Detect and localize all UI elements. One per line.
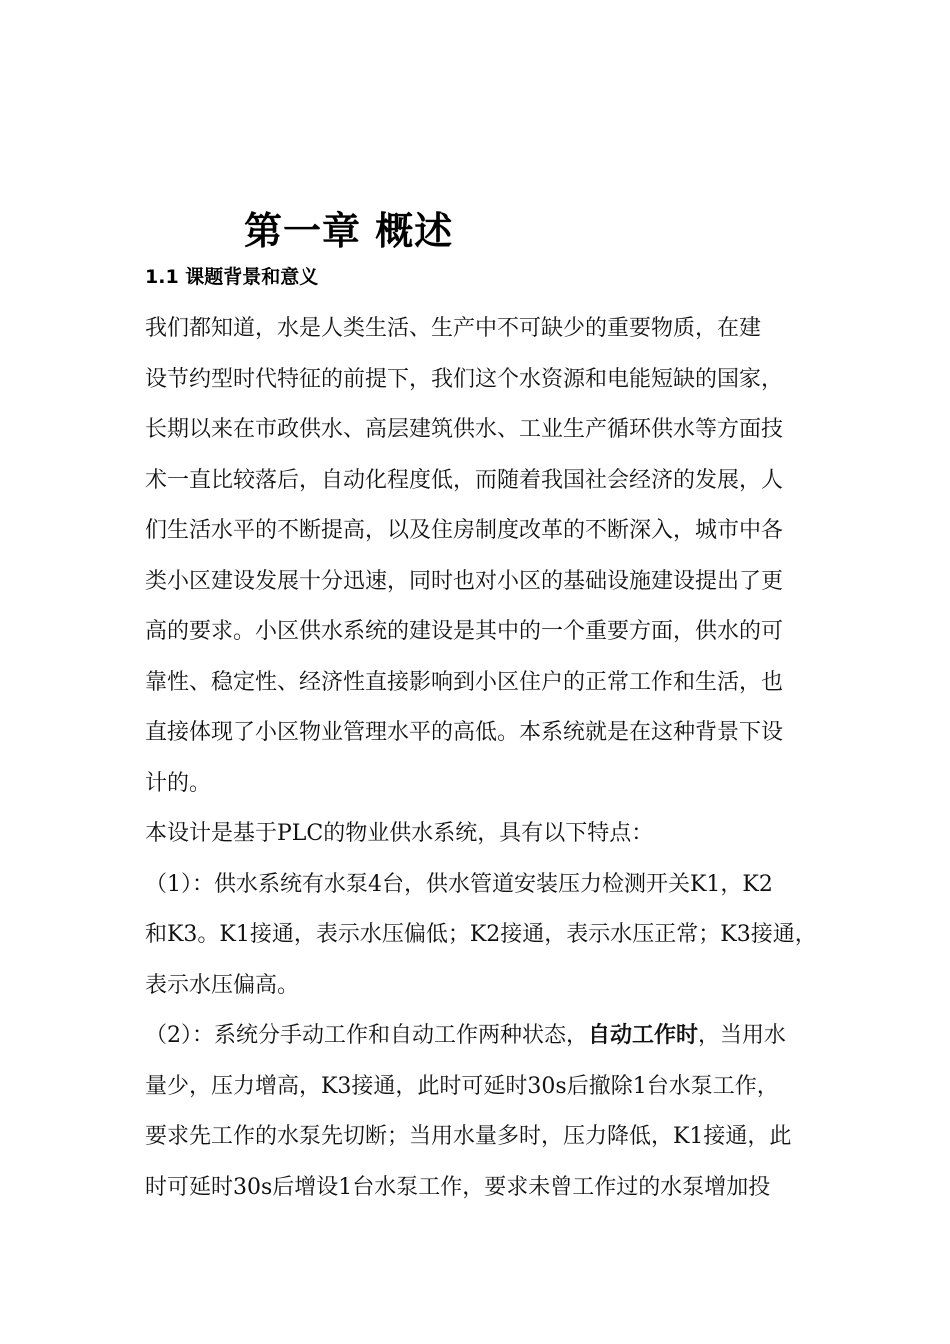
- text-line: 类小区建设发展十分迅速，同时也对小区的基础设施建设提出了更: [145, 568, 784, 594]
- text-line: 量少，压力增高，K3接通，此时可延时30s后撤除1台水泵工作，: [145, 1073, 779, 1099]
- text-line: 术一直比较落后，自动化程度低，而随着我国社会经济的发展，人: [145, 467, 784, 493]
- text-line: 我们都知道，水是人类生活、生产中不可缺少的重要物质，在建: [145, 316, 762, 341]
- text-line: （1）：供水系统有水泵4台，供水管道安装压力检测开关K1，K2: [145, 871, 773, 897]
- text-line: 靠性、稳定性、经济性直接影响到小区住户的正常工作和生活，也: [145, 669, 784, 695]
- document-body: [145, 311, 817, 1220]
- text-line: 表示水压偏高。: [145, 972, 300, 998]
- text-line: 计的。: [145, 770, 212, 796]
- text-line: 要求先工作的水泵先切断；当用水量多时，压力降低，K1接通，此: [145, 1124, 792, 1149]
- text-line: 时可延时30s后增设1台水泵工作，要求未曾工作过的水泵增加投: [145, 1174, 771, 1200]
- item-2-suffix: ，当用水: [698, 1023, 787, 1048]
- text-line: 直接体现了小区物业管理水平的高低。本系统就是在这种背景下设: [145, 720, 784, 745]
- text-line: 和K3。K1接通，表示水压偏低；K2接通，表示水压正常；K3接通，: [145, 922, 817, 947]
- item-2-bold-text: 自动工作时: [588, 1023, 699, 1048]
- text-line: 本设计是基于PLC的物业供水系统，具有以下特点：: [145, 821, 654, 846]
- item-2-prefix: （2）：系统分手动工作和自动工作两种状态，: [145, 1023, 588, 1048]
- section-heading: 1.1 课题背景和意义: [145, 266, 319, 288]
- text-line: 们生活水平的不断提高，以及住房制度改革的不断深入，城市中各: [145, 518, 784, 543]
- item-2-line: [145, 1018, 810, 1069]
- chapter-title: 第一章 概述: [244, 209, 454, 253]
- text-line: 长期以来在市政供水、高层建筑供水、工业生产循环供水等方面技: [145, 417, 784, 442]
- text-line: 设节约型时代特征的前提下，我们这个水资源和电能短缺的国家，: [145, 366, 784, 392]
- text-line: 高的要求。小区供水系统的建设是其中的一个重要方面，供水的可: [145, 619, 784, 644]
